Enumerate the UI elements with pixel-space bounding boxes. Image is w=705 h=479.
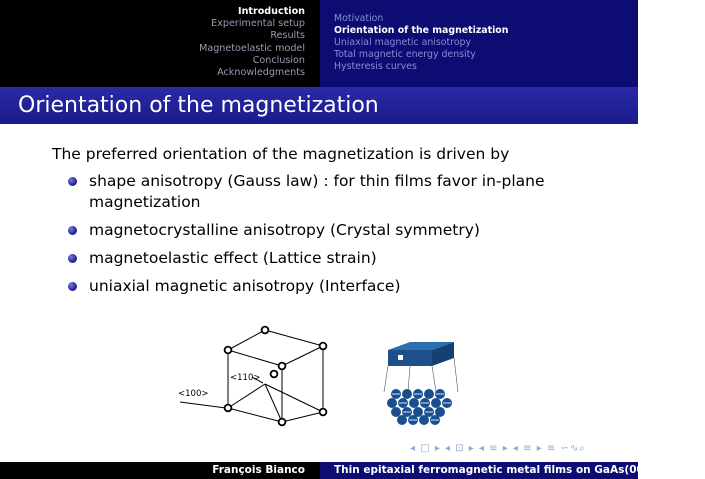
- bullet-icon: [68, 226, 77, 235]
- nav-section-introduction[interactable]: Introduction: [238, 6, 305, 17]
- bullet-icon: [68, 282, 77, 291]
- beamer-navigation-icons[interactable]: ◂ □ ▸ ◂ ⊡ ▸ ◂ ≡ ▸ ◂ ≡ ▸ ≡ ∽∿⌕: [410, 443, 586, 454]
- bullet-icon: [68, 254, 77, 263]
- nav-section-magnetoelastic-model[interactable]: Magnetoelastic model: [199, 42, 305, 54]
- list-item: [52, 248, 612, 269]
- list-item-text: magnetocrystalline anisotropy (Crystal symmetry): [89, 221, 480, 239]
- list-item-text: magnetoelastic effect (Lattice strain): [89, 249, 377, 267]
- list-item: [52, 220, 612, 241]
- label-100: <100>: [178, 389, 209, 399]
- header: [0, 0, 638, 87]
- slide-title-bar: [0, 87, 638, 124]
- footer-title: Thin epitaxial ferromagnetic metal films on GaAs(001) for spin: [334, 464, 705, 476]
- intro-text: The preferred orientation of the magnetization is driven by: [52, 145, 510, 163]
- subsection-nav: [320, 0, 638, 87]
- footer-author: François Bianco: [212, 464, 305, 476]
- bullet-list: [52, 171, 612, 297]
- nav-subsection-hysteresis[interactable]: Hysteresis curves: [334, 61, 417, 73]
- section-nav: [0, 6, 305, 79]
- footer: [0, 462, 705, 479]
- nav-section-acknowledgments[interactable]: Acknowledgments: [217, 67, 305, 79]
- nav-subsection-motivation[interactable]: Motivation: [334, 13, 384, 24]
- slide-content: [52, 144, 612, 304]
- footer-title-block: [320, 462, 705, 479]
- cubic-lattice-diagram: [170, 322, 340, 432]
- thin-film-atoms-diagram: [380, 340, 470, 430]
- list-item: [52, 276, 612, 297]
- nav-section-conclusion[interactable]: Conclusion: [252, 54, 305, 66]
- nav-section-results[interactable]: Results: [270, 30, 305, 42]
- bullet-icon: [68, 177, 77, 186]
- label-110: <110>: [230, 373, 261, 383]
- nav-subsection-uniaxial[interactable]: Uniaxial magnetic anisotropy: [334, 37, 472, 49]
- slide-title: Orientation of the magnetization: [18, 93, 379, 118]
- nav-subsection-energy-density[interactable]: Total magnetic energy density: [334, 49, 476, 61]
- list-item-text: shape anisotropy (Gauss law) : for thin films favor in-plane magnetization: [89, 172, 545, 211]
- list-item: [52, 171, 612, 213]
- list-item-text: uniaxial magnetic anisotropy (Interface): [89, 277, 401, 295]
- nav-section-experimental-setup[interactable]: Experimental setup: [211, 18, 305, 30]
- nav-subsection-orientation[interactable]: Orientation of the magnetization: [334, 25, 509, 37]
